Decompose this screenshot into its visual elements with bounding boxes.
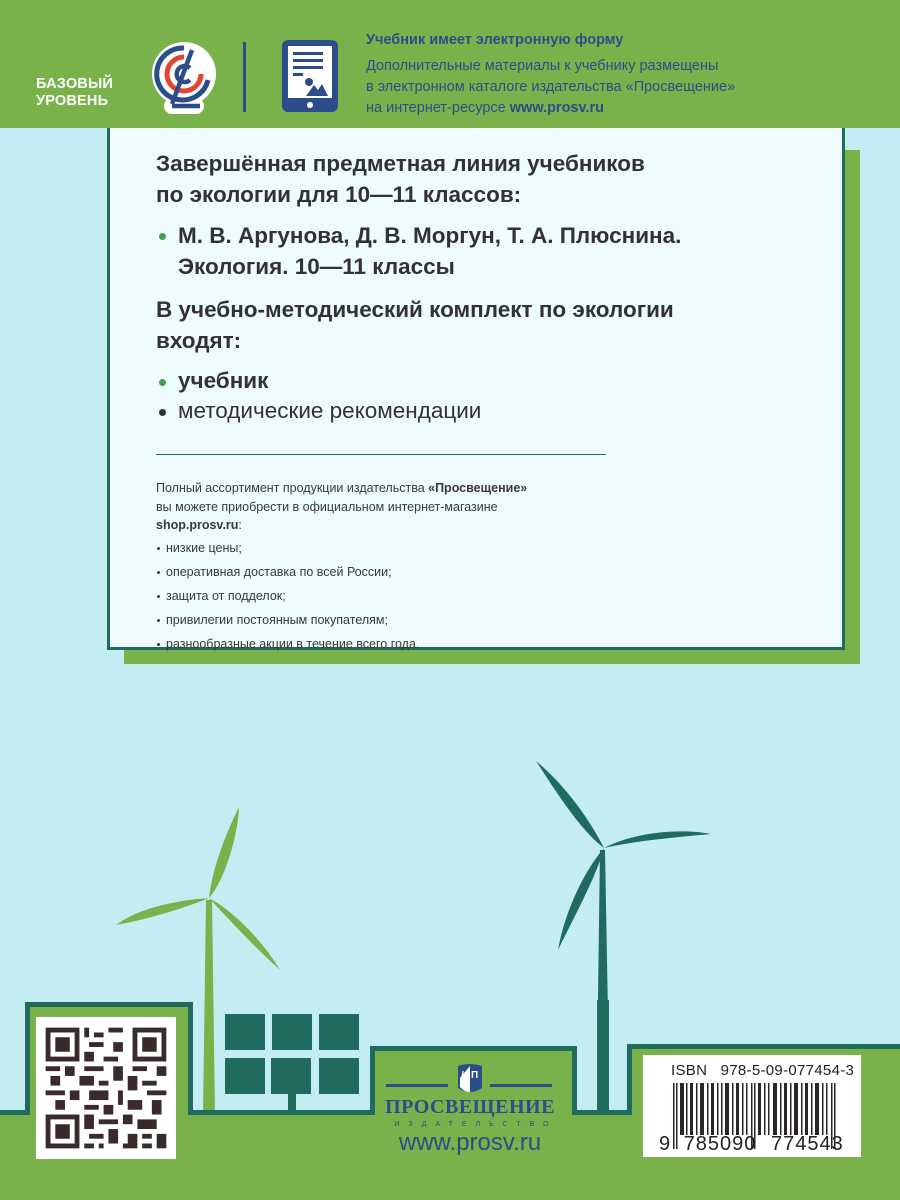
tablet-eform-icon [282,40,338,112]
benefit-item: разнообразные акции в течение всего года. [156,636,836,652]
benefit-item: оперативная доставка по всей России; [156,564,836,580]
benefit-item: низкие цены; [156,540,836,556]
kit-heading: В учебно-методический комплект по экологии входят: [156,297,674,353]
shop-info: Полный ассортимент продукции издательства «Просвещение» вы можете приобрести в официальном интернет-магазине shop.prosv.ru: [156,481,528,532]
svg-text:П: П [471,1070,479,1081]
header-divider [243,42,246,112]
book-item: М. В. Аргунова, Д. В. Моргун, Т. А. Плюснина. Экология. 10—11 классы [156,220,836,282]
isbn-label: ISBN 978-5-09-077454-3 [671,1062,855,1079]
publisher-url[interactable]: www.prosv.ru [398,1129,542,1156]
eform-link[interactable]: www.prosv.ru [509,100,605,116]
publisher-subtitle: ИЗДАТЕЛЬСТВО [394,1121,558,1128]
level-line1: БАЗОВЫЙ [36,76,114,92]
card-divider [156,454,606,455]
eform-title: Учебник имеет электронную форму [366,32,624,48]
qr-code-icon [36,1017,176,1159]
solar-panel-icon [225,1014,359,1096]
kit-item-guidelines: методические рекомендации [156,396,836,426]
series-heading: Завершённая предметная линия учебников по экологии для 10—11 классов: [156,151,645,207]
qr-code[interactable] [36,1017,176,1159]
benefit-item: привилегии постоянным покупателям; [156,612,836,628]
standard-logo-icon [150,40,222,116]
publisher-logo [380,1060,560,1160]
kit-item-textbook: учебник [156,366,836,396]
benefits-list [156,540,836,652]
svg-text:И: И [461,1070,469,1081]
benefit-item: защита от подделок; [156,588,836,604]
teal-turbine-icon [536,761,711,1070]
shop-link[interactable]: shop.prosv.ru [156,518,239,532]
level-badge [36,76,113,110]
info-card [107,128,845,650]
publisher-name: ПРОСВЕЩЕНИЕ [385,1096,555,1118]
isbn-number: 978-5-09-077454-3 [720,1062,855,1079]
barcode-digits: 9 785090 774543 [659,1133,844,1155]
publisher-emblem-icon [458,1064,482,1094]
isbn-barcode [643,1055,861,1157]
eform-description: Дополнительные материалы к учебнику размещены в электронном каталоге издательства «Просвещение» на интернет-ресурсе www.prosv.ru [366,58,736,116]
level-line2: УРОВЕНЬ [36,93,109,109]
